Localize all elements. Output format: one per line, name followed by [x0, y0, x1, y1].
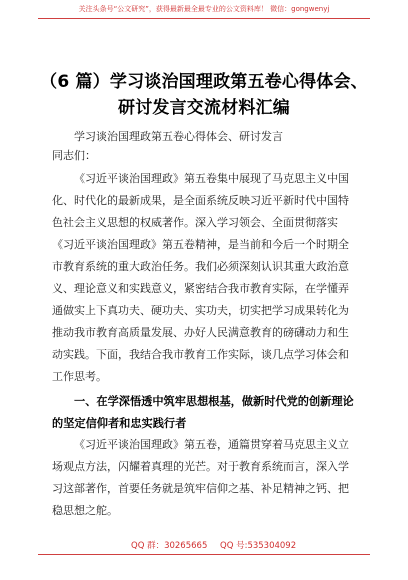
- paragraph-line: 色社会主义思想的权威著作。深入学习领会、全面贯彻落实: [52, 216, 338, 229]
- paragraph-line: 推动我市教育高质量发展、办好人民满意教育的磅礴动力和生: [52, 326, 349, 339]
- salutation: 同志们：: [52, 149, 96, 162]
- footer-divider: [38, 554, 370, 555]
- paragraph-line: 动实践。下面，我结合我市教育工作实际，谈几点学习体会和: [52, 348, 349, 361]
- paragraph-line: 化、时代化的最新成果，是全面系统反映习近平新时代中国特: [52, 194, 349, 207]
- paragraph-line: 通做实上下真功夫、硬功夫、实功夫，切实把学习成果转化为: [52, 304, 349, 317]
- paragraph-line: 习这部著作，首要任务就是筑牢信仰之基、补足精神之钙、把: [52, 482, 349, 495]
- header-notice: 关注头条号“公文研究”，获得最新最全最专业的公文资料库！ 微信：gongwenyj: [78, 5, 330, 13]
- header-divider: [38, 18, 370, 19]
- paragraph-line: 《习近平谈治国理政》第五卷，通篇贯穿着马克思主义立: [74, 438, 349, 451]
- document-title-line-2: 研讨发言交流材料汇编: [118, 98, 290, 118]
- document-subtitle: 学习谈治国理政第五卷心得体会、研讨发言: [74, 130, 283, 143]
- paragraph-line: 市教育系统的重大政治任务。我们必须深刻认识其重大政治意: [52, 260, 349, 273]
- paragraph-line: 《习近平谈治国理政》第五卷集中展现了马克思主义中国: [74, 172, 349, 185]
- section-heading-line-1: 一、在学深悟透中筑牢思想根基，做新时代党的创新理论: [74, 395, 354, 408]
- footer-qq-number: QQ 号:535304092: [220, 541, 297, 551]
- paragraph-line: 场观点方法，闪耀着真理的光芒。对于教育系统而言，深入学: [52, 460, 349, 473]
- document-title-line-1: （6 篇）学习谈治国理政第五卷心得体会、: [40, 72, 368, 92]
- paragraph-line: 《习近平谈治国理政》第五卷精神，是当前和今后一个时期全: [52, 238, 349, 251]
- footer-qq-group: QQ 群：30265665: [131, 541, 208, 551]
- paragraph-line: 工作思考。: [52, 370, 107, 383]
- paragraph-line: 义、理论意义和实践意义，紧密结合我市教育实际，在学懂弄: [52, 282, 349, 295]
- section-heading-line-2: 的坚定信仰者和忠实践行者: [52, 417, 187, 430]
- paragraph-line: 稳思想之舵。: [52, 504, 118, 517]
